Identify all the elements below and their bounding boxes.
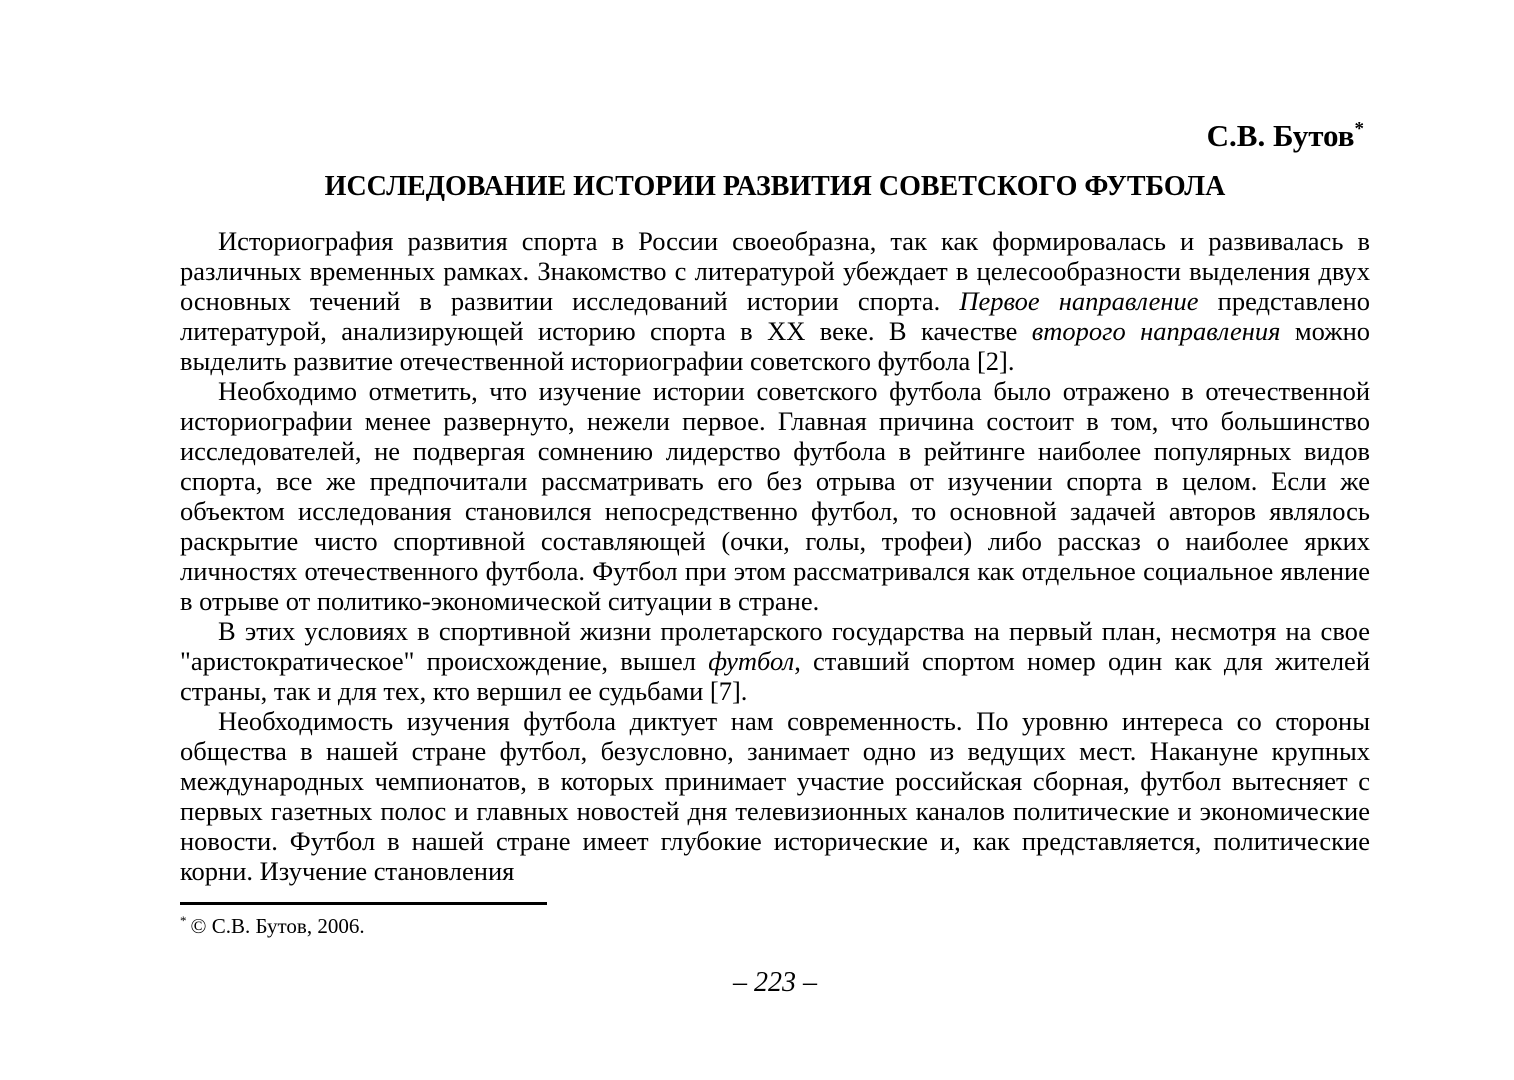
- italic-run: футбол: [708, 646, 795, 676]
- text-run: можно выделить развитие отечественной историографии советского футбола [2].: [180, 316, 1371, 376]
- page-content: [180, 118, 1370, 999]
- text-run: Необходимость изучения футбола диктует нам современность. По уровню интереса со стороны общества в нашей стране футбол, безусловно, занимает одно из ведущих мест. Накануне крупных международных чемпионатов, в которых принимает участие российская сборная, футбол вытесняет с первых газетных полос и главных новостей дня телевизионных каналов политические и экономические новости. Футбол в нашей стране имеет глубокие исторические и, как представляется, политические корни. Изучение становления: [180, 706, 1370, 886]
- text-run: Необходимо отметить, что изучение истории советского футбола было отражено в отечественной историографии менее развернуто, нежели первое. Главная причина состоит в том, что большинство исследователей, не подвергая сомнению лидерство футбола в рейтинге наиболее популярных видов спорта, все же предпочитали рассматривать его без отрыва от изучении спорта в целом. Если же объектом исследования становился непосредственно футбол, то основной задачей авторов являлось раскрытие чисто спортивной составляющей (очки, голы, трофеи) либо рассказ о наиболее ярких личностях отечественного футбола. Футбол при этом рассматривался как отдельное социальное явление в отрыве от политико-экономической ситуации в стране.: [180, 376, 1370, 616]
- italic-run: Первое направление: [959, 286, 1199, 316]
- article-title: ИССЛЕДОВАНИЕ ИСТОРИИ РАЗВИТИЯ СОВЕТСКОГО ФУТБОЛА: [324, 171, 1226, 202]
- author-line: [180, 118, 1370, 154]
- text-run: , ставший спортом номер один как для жителей страны, так и для тех, кто вершил ее судьбами [7].: [180, 646, 1370, 706]
- article-body: [180, 226, 1370, 886]
- text-run: представлено литературой, анализирующей историю спорта в XX веке. В качестве: [180, 286, 1370, 346]
- author-name: С.В. Бутов: [1206, 118, 1355, 153]
- italic-run: второго направления: [1031, 316, 1281, 346]
- author-footnote-marker: *: [1354, 118, 1364, 140]
- footnote-separator-rule: [180, 902, 547, 905]
- paragraph: [180, 376, 1370, 616]
- page-number: – 223 –: [733, 967, 817, 998]
- paragraph: [180, 706, 1370, 886]
- footnote-marker: *: [180, 913, 187, 928]
- paragraph: [180, 226, 1370, 376]
- text-run: В этих условиях в спортивной жизни пролетарского государства на первый план, несмотря на свое "аристократическое" происхождение, вышел: [180, 616, 1370, 676]
- footnote: [180, 913, 1370, 939]
- text-run: Историография развития спорта в России своеобразна, так как формировалась и развивалась в различных временных рамках. Знакомство с литературой убеждает в целесообразности выделения двух основных течений в развитии исследований истории спорта.: [180, 226, 1370, 316]
- footnote-text: © С.В. Бутов, 2006.: [190, 914, 365, 938]
- paragraph: [180, 616, 1370, 706]
